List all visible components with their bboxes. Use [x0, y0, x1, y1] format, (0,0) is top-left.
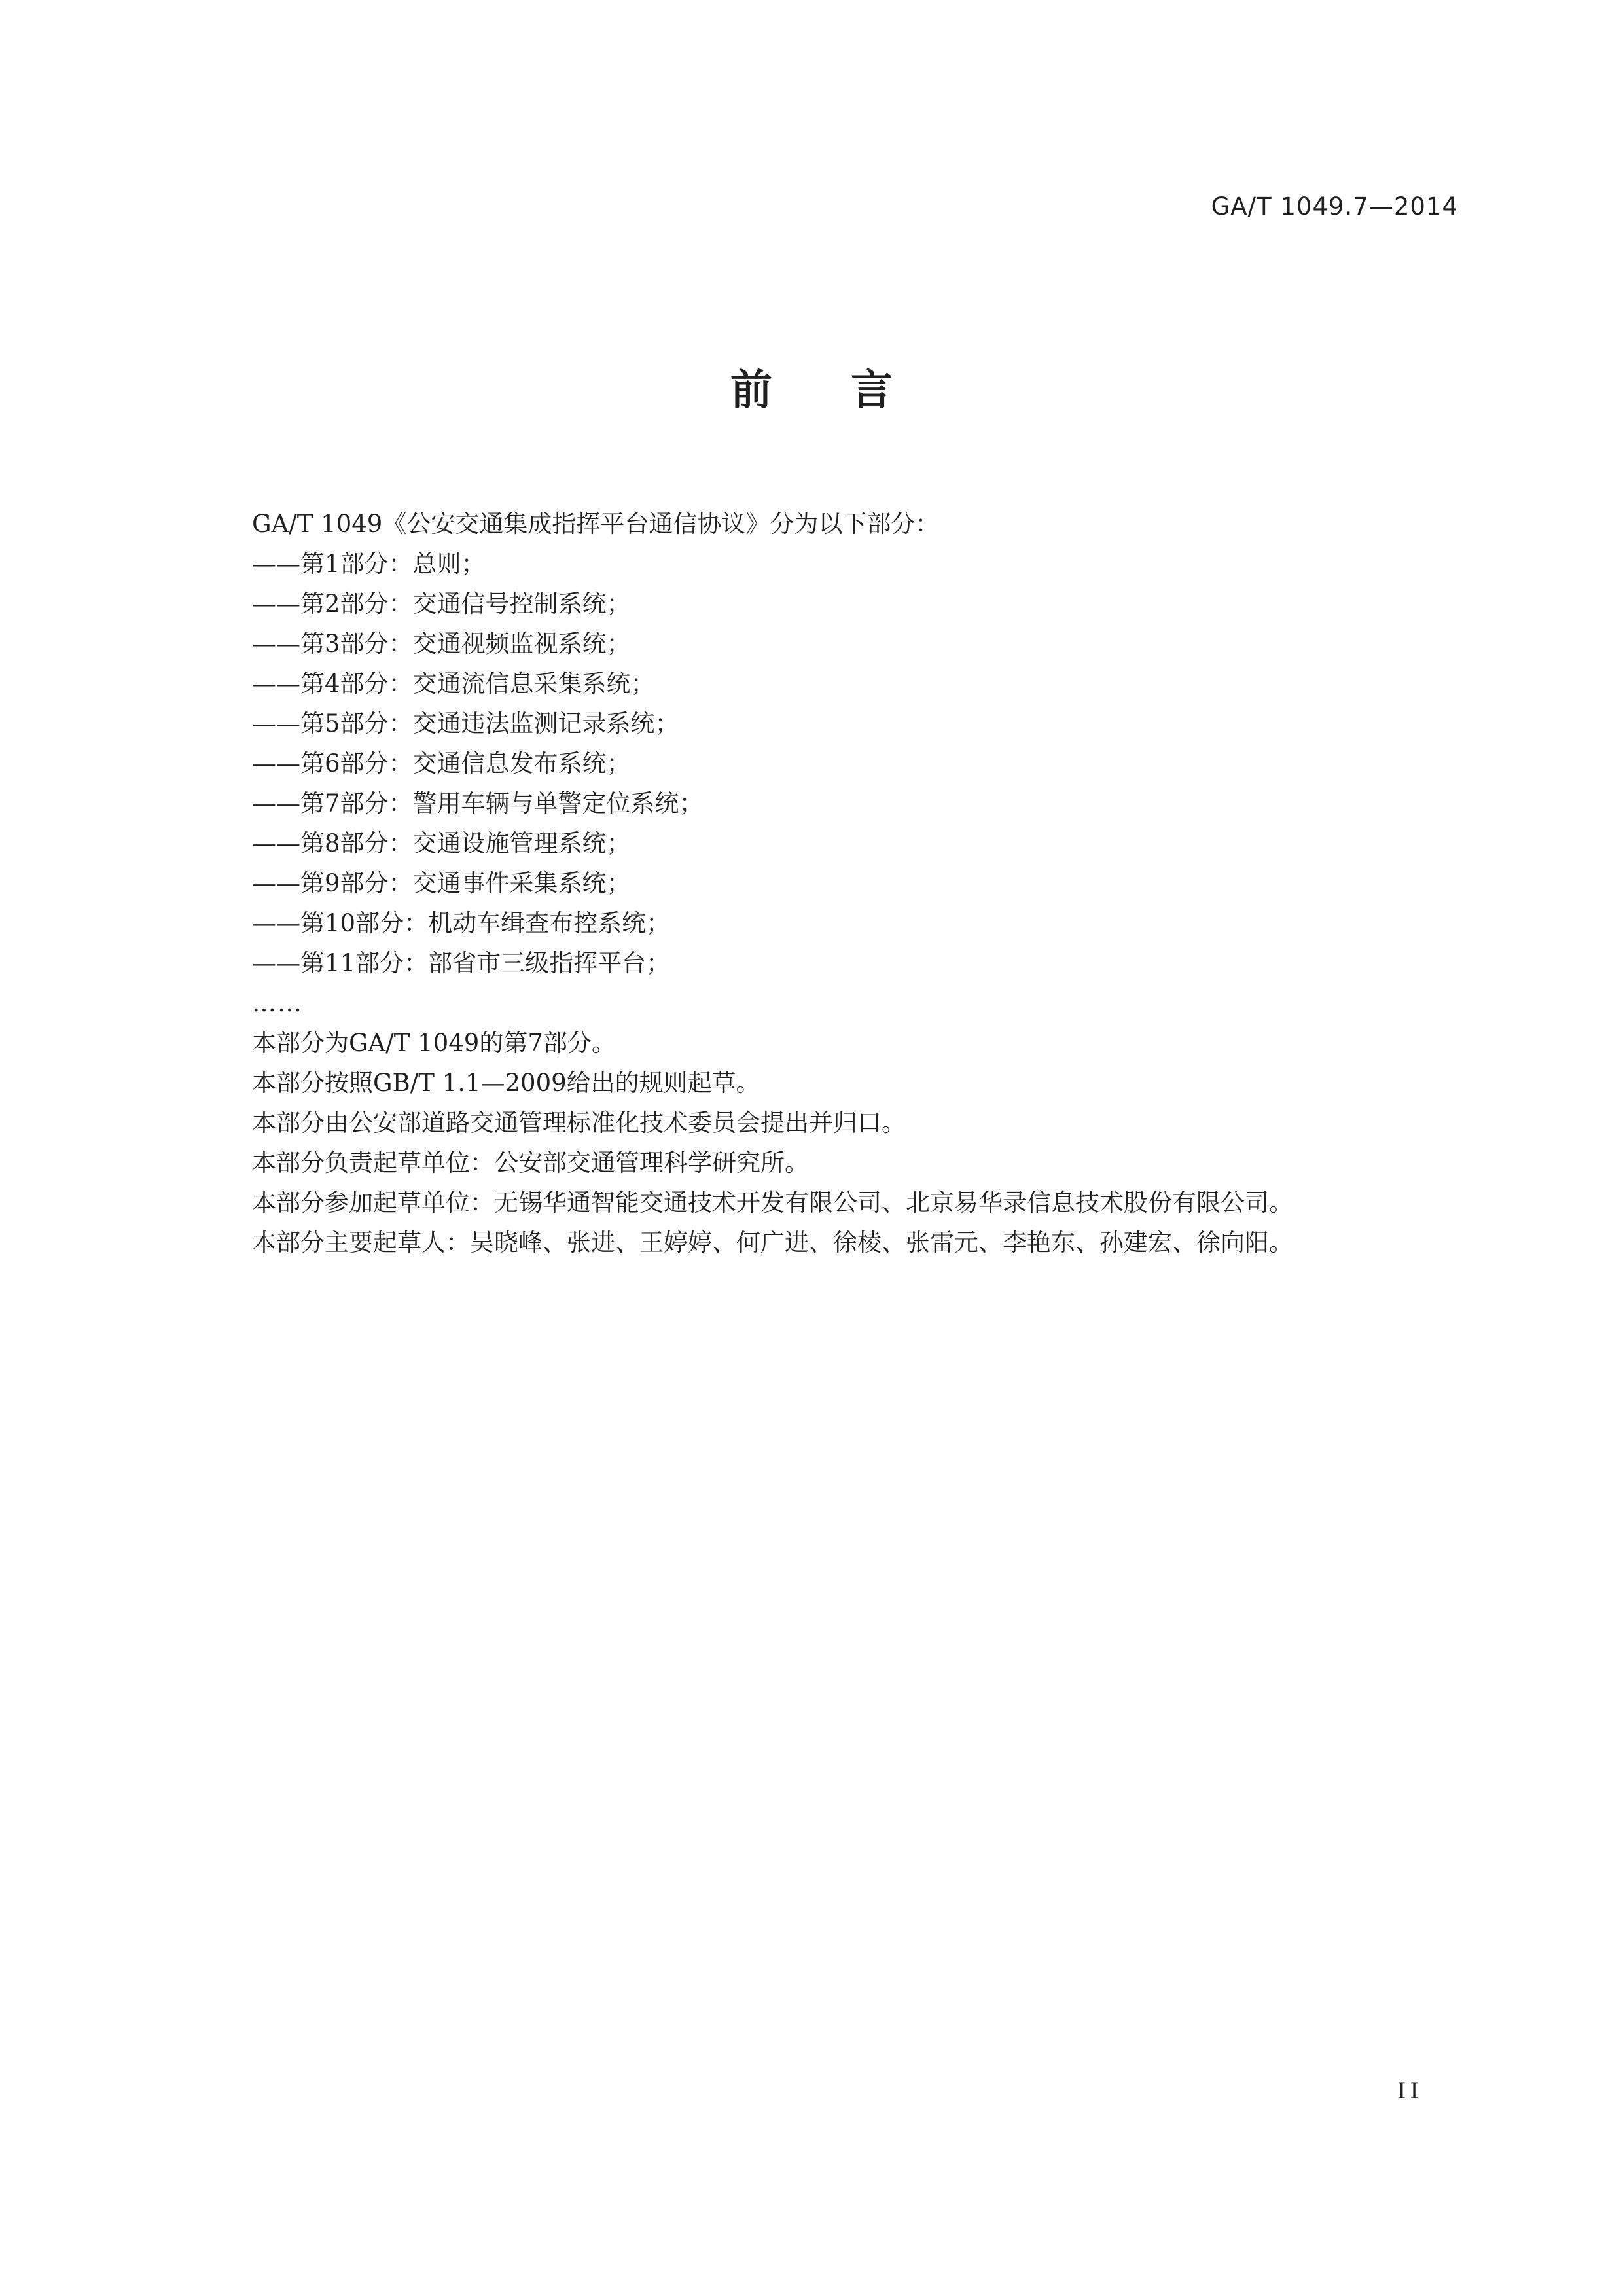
part-item: ——第5部分：交通违法监测记录系统；: [252, 709, 679, 738]
intro-line: GA/T 1049《公安交通集成指挥平台通信协议》分为以下部分：: [252, 510, 940, 538]
ellipsis-line: ……: [252, 989, 303, 1017]
statement-line: 本部分负责起草单位：公安部交通管理科学研究所。: [252, 1149, 809, 1177]
part-item: ——第10部分：机动车缉查布控系统；: [252, 909, 671, 937]
statement-line: 本部分按照GB/T 1.1—2009给出的规则起草。: [252, 1069, 760, 1097]
statement-line: 本部分参加起草单位：无锡华通智能交通技术开发有限公司、北京易华录信息技术股份有限公司。: [252, 1189, 1293, 1217]
part-item: ——第2部分：交通信号控制系统；: [252, 590, 631, 618]
parts-list: [252, 544, 1495, 983]
statement-line: 本部分由公安部道路交通管理标准化技术委员会提出并归口。: [252, 1109, 906, 1137]
part-item: ——第11部分：部省市三级指挥平台；: [252, 949, 671, 977]
part-item: ——第7部分：警用车辆与单警定位系统；: [252, 789, 704, 817]
page-title: 前言: [730, 367, 971, 415]
part-item: ——第1部分：总则；: [252, 550, 486, 578]
part-item: ——第3部分：交通视频监视系统；: [252, 630, 631, 658]
statement-line: 本部分为GA/T 1049的第7部分。: [252, 1029, 616, 1057]
part-item: ——第8部分：交通设施管理系统；: [252, 829, 631, 857]
part-item: ——第9部分：交通事件采集系统；: [252, 869, 631, 897]
foreword-body: [252, 504, 1495, 1263]
part-item: ——第4部分：交通流信息采集系统；: [252, 670, 655, 698]
page-number: II: [1397, 2078, 1423, 2104]
part-item: ——第6部分：交通信息发布系统；: [252, 749, 631, 778]
statement-line: 本部分主要起草人：吴晓峰、张进、王婷婷、何广进、徐棱、张雷元、李艳东、孙建宏、徐向阳。: [252, 1229, 1293, 1257]
standard-code-header: GA/T 1049.7—2014: [1211, 192, 1458, 221]
statements: [252, 1023, 1495, 1263]
